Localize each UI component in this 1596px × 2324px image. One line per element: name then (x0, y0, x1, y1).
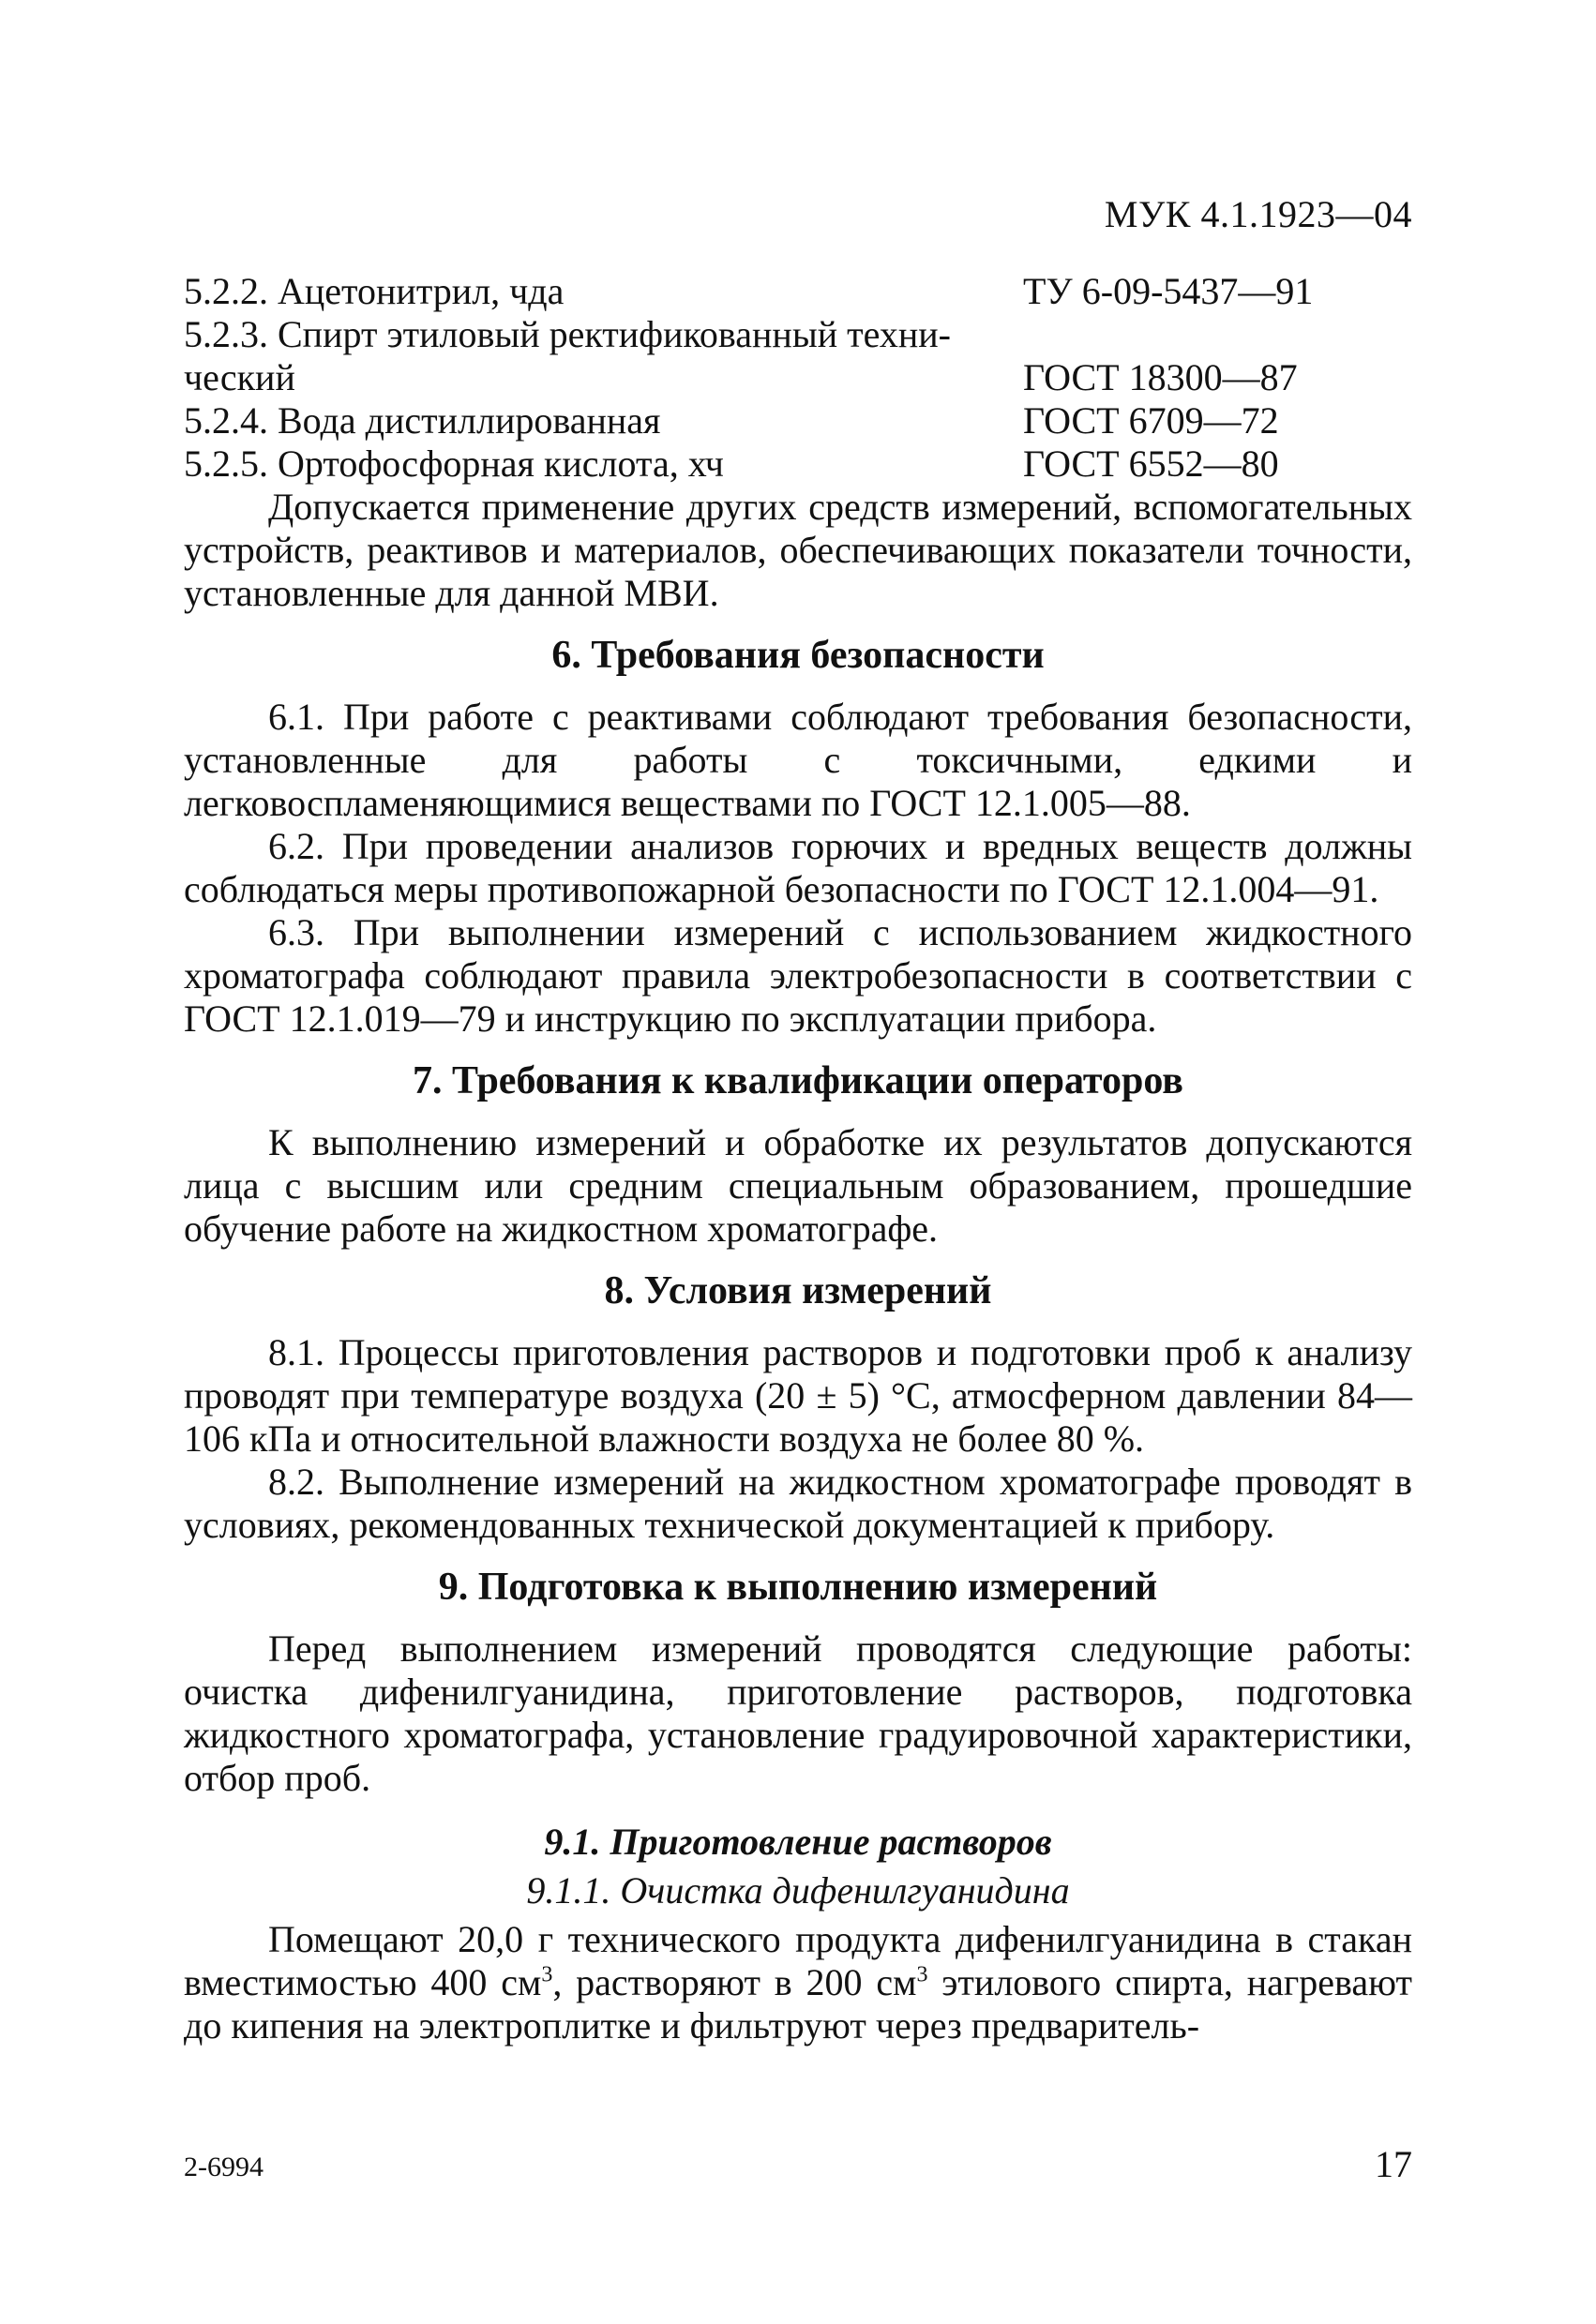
section-8-title: 8. Условия измерений (604, 1269, 992, 1312)
section-6-title: 6. Требования безопасности (551, 634, 1045, 677)
reagent-standard: ТУ 6-09-5437—91 (1023, 270, 1314, 312)
section-7-title: 7. Требования к квалификации операторов (413, 1059, 1183, 1102)
page-number: 17 (1375, 2143, 1412, 2185)
section-9-title: 9. Подготовка к выполнению измерений (438, 1566, 1158, 1609)
superscript-cubic: 3 (541, 1962, 553, 1987)
section-9-paragraph-2 (184, 1918, 1412, 2047)
reagent-list (184, 270, 1412, 486)
section-9-paragraph-1: Перед выполнением измерений проводятся следующие работы: очистка дифенилгуанидина, приготовление растворов, подготовка жидкостного хроматографа, установление градуировочной характеристики, отбор проб. (184, 1627, 1412, 1799)
subsection-9-1-title: 9.1. Приготовление растворов (544, 1821, 1052, 1863)
document-page (184, 0, 1412, 2324)
reagent-name: 5.2.4. Вода дистиллированная (184, 399, 661, 442)
reagent-row (184, 399, 1412, 442)
paragraph-text: Помещают 20,0 г технического продукта дифенилгуанидина в стакан вместимостью 400 см (184, 1918, 1412, 2003)
reagent-row (184, 270, 1412, 313)
document-code-header: МУК 4.1.1923—04 (1104, 193, 1412, 235)
print-code: 2-6994 (184, 2152, 263, 2182)
reagent-standard: ГОСТ 6709—72 (1023, 399, 1279, 442)
reagent-row (184, 442, 1412, 486)
reagent-row (184, 313, 1412, 356)
reagent-name: 5.2.3. Спирт этиловый ректификованный техни- (184, 313, 951, 355)
paragraph-text: , растворяют в 200 см (552, 1961, 917, 2003)
reagent-standard: ГОСТ 18300—87 (1023, 356, 1298, 398)
reagent-standard: ГОСТ 6552—80 (1023, 442, 1279, 485)
superscript-cubic: 3 (916, 1962, 928, 1987)
section-7-paragraph-1: К выполнению измерений и обработке их результатов допускаются лица с высшим или средним специальным образованием, прошедшие обучение работе на жидкостном хроматографе. (184, 1121, 1412, 1250)
reagent-name: 5.2.2. Ацетонитрил, чда (184, 270, 565, 312)
paragraph-text: этилового спирта, нагревают до кипения на электроплитке и фильтруют через предваритель- (184, 1961, 1413, 2047)
section-8-paragraph-1: 8.1. Процессы приготовления растворов и подготовки проб к анализу проводят при температуре воздуха (20 ± 5) °С, атмосферном давлении 84—106 кПа и относительной влажности воздуха не более 80 %. (184, 1331, 1412, 1460)
allowance-paragraph: Допускается применение других средств измерений, вспомогательных устройств, реактивов и материалов, обеспечивающих показатели точности, установленные для данной МВИ. (184, 486, 1412, 614)
subsection-9-1-1-title: 9.1.1. Очистка дифенилгуанидина (526, 1869, 1070, 1912)
page-content (184, 270, 1412, 2047)
section-6-paragraph-3: 6.3. При выполнении измерений с использованием жидкостного хроматографа соблюдают правила электробезопасности в соответствии с ГОСТ 12.1.019—79 и инструкцию по эксплуатации прибора. (184, 911, 1412, 1040)
section-6-paragraph-1: 6.1. При работе с реактивами соблюдают требования безопасности, установленные для работы с токсичными, едкими и легковоспламеняющимися веществами по ГОСТ 12.1.005—88. (184, 696, 1412, 824)
reagent-name: 5.2.5. Ортофосфорная кислота, хч (184, 442, 724, 485)
section-8-paragraph-2: 8.2. Выполнение измерений на жидкостном хроматографе проводят в условиях, рекомендованных технической документацией к прибору. (184, 1461, 1412, 1546)
reagent-row (184, 356, 1412, 399)
section-6-paragraph-2: 6.2. При проведении анализов горючих и вредных веществ должны соблюдаться меры противопожарной безопасности по ГОСТ 12.1.004—91. (184, 825, 1412, 910)
reagent-name: ческий (184, 356, 295, 398)
